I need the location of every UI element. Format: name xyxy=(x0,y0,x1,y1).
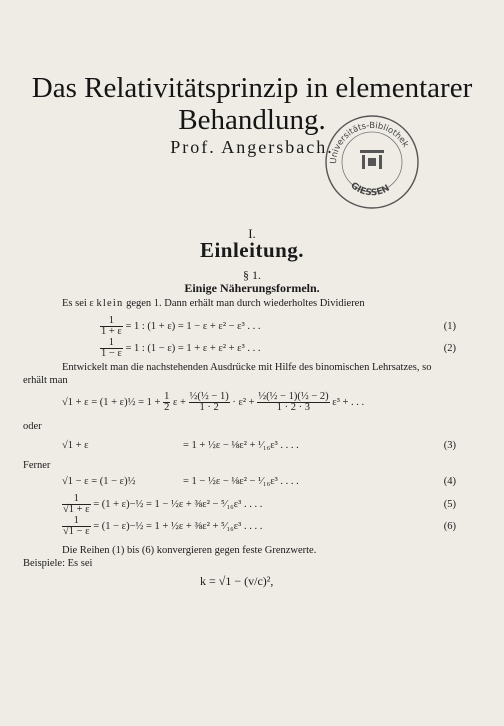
eq1-num: 1 xyxy=(100,316,123,327)
binom-lhs: √1 + ε = (1 + ε)½ = 1 + xyxy=(62,396,164,408)
para2-line1: Entwickelt man die nachstehenden Ausdrücke mit Hilfe des binomischen Lehrsatzes, so xyxy=(62,362,432,373)
library-stamp xyxy=(322,112,422,212)
svg-text:GIESSEN: GIESSEN xyxy=(348,180,392,199)
eq6-fraction xyxy=(62,516,91,537)
section-title: Einige Näherungsformeln. xyxy=(184,281,320,295)
equation-5 xyxy=(62,494,262,515)
intro-suffix: gegen 1. Dann erhält man durch wiederholtes Dividieren xyxy=(126,298,365,309)
eq5-den: √1 + ε xyxy=(63,504,90,515)
eq2-rhs: = 1 : (1 − ε) = 1 + ε + ε² + ε³ . . . xyxy=(125,342,261,354)
eq6-den: √1 − ε xyxy=(63,526,90,537)
eq2-den: 1 − ε xyxy=(101,348,122,359)
eq5-fraction xyxy=(62,494,91,515)
equation-6 xyxy=(62,516,262,537)
eq2-num: 1 xyxy=(100,338,123,349)
intro-spaced: klein xyxy=(96,298,124,309)
eq2-fraction xyxy=(100,338,123,359)
binom-t1-den: 2 xyxy=(164,402,170,413)
eq1-den: 1 + ε xyxy=(101,326,122,337)
eq1-label: (1) xyxy=(443,321,456,332)
closing-line2: Beispiele: Es sei xyxy=(23,558,93,569)
binom-t1-tail: ε + xyxy=(172,396,189,408)
eq6-label: (6) xyxy=(443,521,456,532)
eq5-rhs: = (1 + ε)−½ = 1 − ½ε + ⅜ε² − ⁵⁄₁₆ε³ . . . . xyxy=(93,498,263,510)
binom-t1-num: 1 xyxy=(164,391,170,402)
author: Prof. Angersbach. xyxy=(170,137,334,157)
equation-4-rhs: = 1 − ½ε − ⅛ε² − ¹⁄₁₆ε³ . . . . xyxy=(183,476,299,487)
binom-t3-tail: ε³ + . . . xyxy=(332,396,365,408)
chapter-number: I. xyxy=(248,226,256,241)
binom-t3-den: 1 · 2 · 3 xyxy=(276,402,311,413)
para2-line2: erhält man xyxy=(23,375,68,386)
intro-prefix: Es sei xyxy=(62,298,87,309)
eq6-num: 1 xyxy=(62,516,91,527)
closing-line1: Die Reihen (1) bis (6) konvergieren gegen feste Grenzwerte. xyxy=(62,545,317,556)
k-formula: k = √1 − (v/c)², xyxy=(200,574,274,588)
eq5-num: 1 xyxy=(62,494,91,505)
binom-t2-num: ½(½ − 1) xyxy=(189,391,229,402)
eq6-rhs: = (1 − ε)−½ = 1 + ½ε + ⅜ε² + ⁵⁄₁₆ε³ . . . . xyxy=(93,520,263,532)
equation-3-rhs: = 1 + ½ε − ⅛ε² + ¹⁄₁₆ε³ . . . . xyxy=(183,440,299,451)
title-line-2: Behandlung. xyxy=(178,104,326,136)
binom-t2-den: 1 · 2 xyxy=(199,402,219,413)
equation-4-lhs: √1 − ε = (1 − ε)½ xyxy=(62,476,136,487)
ferner-label: Ferner xyxy=(23,460,51,471)
equation-1 xyxy=(100,316,260,337)
chapter-title: Einleitung. xyxy=(199,238,305,262)
equation-3-lhs: √1 + ε xyxy=(62,440,89,451)
oder-label: oder xyxy=(23,421,42,432)
binom-t2-tail: · ε² + xyxy=(232,396,258,408)
section-number: § 1. xyxy=(243,268,261,282)
eq3-label: (3) xyxy=(443,440,456,451)
title-line-1: Das Relativitätsprinzip in elementarer xyxy=(31,72,473,104)
binomial-expansion xyxy=(62,392,364,413)
binom-t2 xyxy=(189,392,230,413)
svg-text:Universitäts-Bibliothek: Universitäts-Bibliothek xyxy=(328,120,411,165)
eq1-fraction xyxy=(100,316,123,337)
binom-t1 xyxy=(163,392,170,413)
binom-t3-num: ½(½ − 1)(½ − 2) xyxy=(258,391,329,402)
equation-2 xyxy=(100,338,260,359)
binom-t3 xyxy=(257,392,329,413)
eq2-label: (2) xyxy=(443,343,456,354)
eq5-label: (5) xyxy=(443,499,456,510)
intro-line: Es sei ε klein gegen 1. Dann erhält man durch wiederholtes Dividieren xyxy=(62,298,365,309)
eq4-label: (4) xyxy=(443,476,456,487)
eq1-rhs: = 1 : (1 + ε) = 1 − ε + ε² − ε³ . . . xyxy=(125,320,261,332)
